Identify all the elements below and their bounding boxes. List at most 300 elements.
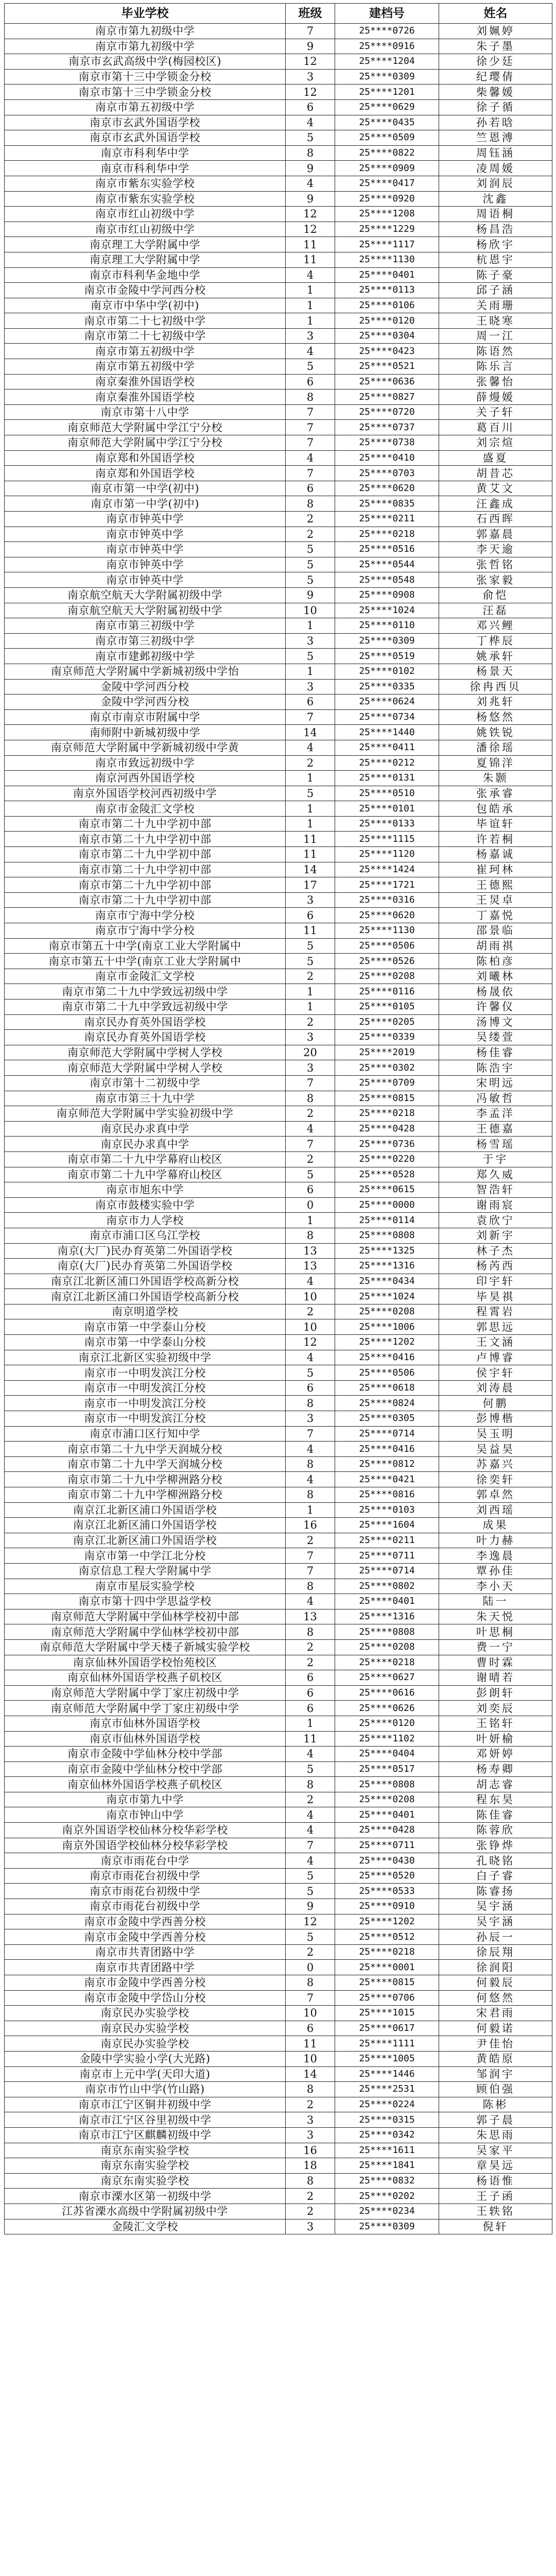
school-cell: 南京市一中明发滨江分校	[5, 1380, 286, 1396]
school-cell: 南京市力人学校	[5, 1213, 286, 1228]
name-cell: 叶力赫	[439, 1533, 552, 1548]
table-row	[5, 298, 552, 313]
class-cell: 6	[286, 2021, 335, 2036]
table-row	[5, 1411, 552, 1427]
class-cell: 11	[286, 1731, 335, 1747]
class-cell: 7	[286, 420, 335, 435]
table-row	[5, 1289, 552, 1304]
table-row	[5, 1609, 552, 1624]
id-cell: 25****0909	[335, 161, 439, 176]
id-cell: 25****0824	[335, 1396, 439, 1411]
table-row	[5, 2112, 552, 2128]
school-cell: 南京市金陵汇文学校	[5, 801, 286, 817]
id-cell: 25****0309	[335, 2219, 439, 2234]
table-row	[5, 2006, 552, 2021]
id-cell: 25****0315	[335, 2112, 439, 2128]
class-cell: 13	[286, 1243, 335, 1259]
class-cell: 12	[286, 1335, 335, 1350]
school-cell: 南京航空航天大学附属初级中学	[5, 587, 286, 603]
table-row	[5, 786, 552, 801]
school-cell: 南京市第二十九中学幕府山校区	[5, 1151, 286, 1167]
class-cell: 17	[286, 877, 335, 893]
table-row	[5, 2204, 552, 2219]
id-cell: 25****0519	[335, 649, 439, 664]
table-row	[5, 1502, 552, 1518]
name-cell: 毕谊轩	[439, 816, 552, 832]
table-row	[5, 1396, 552, 1411]
id-cell: 25****0548	[335, 572, 439, 588]
name-cell: 张哲铭	[439, 557, 552, 572]
class-cell: 3	[286, 2112, 335, 2128]
id-cell: 25****0737	[335, 420, 439, 435]
table-row	[5, 969, 552, 984]
name-cell: 苏嘉兴	[439, 1456, 552, 1472]
name-cell: 丁桦辰	[439, 633, 552, 649]
school-cell: 南京民办求真中学	[5, 1121, 286, 1137]
name-cell: 崔珂林	[439, 862, 552, 877]
table-row	[5, 2021, 552, 2036]
id-cell: 25****0615	[335, 1182, 439, 1198]
school-cell: 南京市第一中学江北分校	[5, 1548, 286, 1564]
school-cell: 南京外国语学校仙林分校华彩学校	[5, 1838, 286, 1853]
class-cell: 0	[286, 1197, 335, 1213]
class-cell: 10	[286, 2051, 335, 2066]
class-cell: 10	[286, 1319, 335, 1335]
id-cell: 25****0618	[335, 1380, 439, 1396]
name-cell: 白子睿	[439, 1868, 552, 1884]
class-cell: 7	[286, 1137, 335, 1152]
id-cell: 25****0516	[335, 542, 439, 557]
table-row	[5, 1380, 552, 1396]
id-cell: 25****1015	[335, 2006, 439, 2021]
id-cell: 25****0218	[335, 527, 439, 542]
name-cell: 刘奕辰	[439, 1701, 552, 1716]
id-cell: 25****1841	[335, 2158, 439, 2174]
table-row	[5, 2051, 552, 2066]
school-cell: 南京市第十八中学	[5, 404, 286, 420]
name-cell: 成果	[439, 1518, 552, 1533]
table-row	[5, 207, 552, 222]
class-cell: 4	[286, 1274, 335, 1289]
id-cell: 25****0416	[335, 1350, 439, 1365]
id-cell: 25****1115	[335, 832, 439, 847]
table-row	[5, 328, 552, 344]
school-cell: 南京市第三十九中学	[5, 1091, 286, 1106]
name-cell: 刘西瑶	[439, 1502, 552, 1518]
name-cell: 程霄岩	[439, 1304, 552, 1319]
id-cell: 25****1721	[335, 877, 439, 893]
name-cell: 王晓寒	[439, 313, 552, 329]
id-cell: 25****0816	[335, 1487, 439, 1503]
class-cell: 14	[286, 725, 335, 740]
id-cell: 25****0815	[335, 1975, 439, 1991]
school-cell: 金陵中学实验小学(大光路)	[5, 2051, 286, 2066]
class-cell: 12	[286, 54, 335, 70]
school-cell: 南京理工大学附属中学	[5, 237, 286, 252]
class-cell: 7	[286, 1563, 335, 1579]
id-cell: 25****0509	[335, 130, 439, 146]
school-cell: 南京市星辰实验学校	[5, 1579, 286, 1594]
table-row	[5, 1731, 552, 1747]
table-row	[5, 1838, 552, 1853]
school-cell: 南京师范大学附属中学天楼子新城实验学校	[5, 1639, 286, 1655]
table-row	[5, 862, 552, 877]
name-cell: 李小天	[439, 1579, 552, 1594]
table-row	[5, 161, 552, 176]
class-cell: 1	[286, 771, 335, 786]
school-cell: 南京市浦口区行知中学	[5, 1426, 286, 1442]
table-row	[5, 1579, 552, 1594]
class-cell: 2	[286, 1533, 335, 1548]
id-cell: 25****0815	[335, 1091, 439, 1106]
id-cell: 25****0512	[335, 1929, 439, 1945]
table-row	[5, 679, 552, 694]
table-row	[5, 1091, 552, 1106]
table-row	[5, 664, 552, 679]
class-cell: 8	[286, 389, 335, 405]
class-cell: 9	[286, 1899, 335, 1914]
id-cell: 25****0802	[335, 1579, 439, 1594]
id-cell: 25****0410	[335, 450, 439, 466]
class-cell: 8	[286, 1777, 335, 1792]
class-cell: 8	[286, 1624, 335, 1640]
class-cell: 12	[286, 222, 335, 237]
table-row	[5, 313, 552, 329]
school-cell: 南京师范大学附属中学仙林学校初中部	[5, 1609, 286, 1624]
class-cell: 4	[286, 740, 335, 755]
school-cell: 南京市第十三中学锁金分校	[5, 69, 286, 84]
table-row	[5, 1365, 552, 1381]
table-row	[5, 389, 552, 405]
table-row	[5, 1045, 552, 1060]
name-cell: 李孟洋	[439, 1106, 552, 1122]
name-cell: 陆一	[439, 1594, 552, 1609]
school-cell: 南京东南实验学校	[5, 2158, 286, 2174]
id-cell: 25****0822	[335, 145, 439, 161]
table-row	[5, 649, 552, 664]
name-cell: 杨欣宇	[439, 237, 552, 252]
class-cell: 2	[286, 1014, 335, 1030]
name-cell: 杨寿卿	[439, 1761, 552, 1777]
table-row	[5, 1899, 552, 1914]
class-cell: 11	[286, 923, 335, 939]
class-cell: 7	[286, 1548, 335, 1564]
table-row	[5, 24, 552, 39]
name-cell: 曹时霖	[439, 1655, 552, 1670]
class-cell: 5	[286, 954, 335, 969]
class-cell: 2	[286, 2204, 335, 2219]
class-cell: 5	[286, 359, 335, 375]
class-cell: 3	[286, 1411, 335, 1427]
school-cell: 南京市第二十九中学初中部	[5, 892, 286, 908]
table-row	[5, 69, 552, 84]
id-cell: 25****0626	[335, 1701, 439, 1716]
table-row	[5, 374, 552, 389]
school-cell: 南京外国语学校河西初级中学	[5, 786, 286, 801]
name-cell: 陈彬	[439, 2097, 552, 2112]
class-cell: 11	[286, 237, 335, 252]
class-cell: 3	[286, 2219, 335, 2234]
class-cell: 1	[286, 816, 335, 832]
school-cell: 南京市溧水区第一初级中学	[5, 2189, 286, 2204]
class-cell: 3	[286, 633, 335, 649]
school-cell: 南京市第二十九中学初中部	[5, 862, 286, 877]
table-row	[5, 1442, 552, 1457]
name-cell: 汪鑫成	[439, 496, 552, 512]
name-cell: 程东昊	[439, 1792, 552, 1807]
name-cell: 吴益昊	[439, 1442, 552, 1457]
id-cell: 25****1024	[335, 603, 439, 618]
id-cell: 25****0205	[335, 1014, 439, 1030]
name-cell: 许馨仪	[439, 999, 552, 1015]
table-row	[5, 877, 552, 893]
class-cell: 13	[286, 1609, 335, 1624]
school-cell: 南京师范大学附属中学丁家庄初级中学	[5, 1685, 286, 1701]
school-cell: 南京师范大学附属中学树人学校	[5, 1045, 286, 1060]
name-cell: 关雨珊	[439, 298, 552, 313]
id-cell: 25****0636	[335, 374, 439, 389]
table-row	[5, 267, 552, 283]
id-cell: 25****0202	[335, 2189, 439, 2204]
class-cell: 1	[286, 984, 335, 999]
name-cell: 张铮烨	[439, 1838, 552, 1853]
table-row	[5, 1075, 552, 1091]
id-cell: 25****0131	[335, 771, 439, 786]
name-cell: 杨昌浩	[439, 222, 552, 237]
class-cell: 6	[286, 694, 335, 710]
name-cell: 刘姵婷	[439, 24, 552, 39]
id-cell: 25****0309	[335, 633, 439, 649]
table-row	[5, 999, 552, 1015]
id-cell: 25****1325	[335, 1243, 439, 1259]
school-cell: 南京市第九初级中学	[5, 39, 286, 54]
school-cell: 南京市第二十九中学初中部	[5, 832, 286, 847]
table-row	[5, 694, 552, 710]
table-row	[5, 618, 552, 634]
class-cell: 1	[286, 999, 335, 1015]
name-cell: 王炅卓	[439, 892, 552, 908]
class-cell: 7	[286, 466, 335, 481]
class-cell: 2	[286, 2097, 335, 2112]
name-cell: 王德熙	[439, 877, 552, 893]
table-row	[5, 1761, 552, 1777]
table-row	[5, 1274, 552, 1289]
school-cell: 南京市红山初级中学	[5, 207, 286, 222]
school-cell: 南京市第二十九中学初中部	[5, 877, 286, 893]
school-cell: 南京市第二十九中学柳洲路分校	[5, 1487, 286, 1503]
school-cell: 南京仙林外国语学校燕子矶校区	[5, 1777, 286, 1792]
school-cell: 南京民办育英外国语学校	[5, 1014, 286, 1030]
name-cell: 黄皓原	[439, 2051, 552, 2066]
table-row	[5, 2219, 552, 2234]
table-row	[5, 832, 552, 847]
school-cell: 南京市一中明发滨江分校	[5, 1365, 286, 1381]
table-row	[5, 1884, 552, 1899]
name-cell: 胡昔芯	[439, 466, 552, 481]
class-cell: 2	[286, 1944, 335, 1960]
table-row	[5, 283, 552, 298]
class-cell: 3	[286, 1030, 335, 1045]
class-cell: 2	[286, 527, 335, 542]
id-cell: 25****0113	[335, 283, 439, 298]
name-cell: 徐辰翔	[439, 1944, 552, 1960]
class-cell: 4	[286, 1121, 335, 1137]
school-cell: 南京市鼓楼实验中学	[5, 1197, 286, 1213]
class-cell: 6	[286, 1182, 335, 1198]
table-row	[5, 2097, 552, 2112]
name-cell: 吴玉明	[439, 1426, 552, 1442]
id-cell: 25****0401	[335, 1594, 439, 1609]
class-cell: 8	[286, 496, 335, 512]
name-cell: 张家毅	[439, 572, 552, 588]
table-row	[5, 1685, 552, 1701]
table-row	[5, 1716, 552, 1731]
id-cell: 25****1204	[335, 54, 439, 70]
id-cell: 25****1604	[335, 1518, 439, 1533]
table-row	[5, 847, 552, 862]
id-cell: 25****0417	[335, 176, 439, 191]
school-cell: 南京市竹山中学(竹山路)	[5, 2082, 286, 2097]
table-row	[5, 984, 552, 999]
table-row	[5, 1960, 552, 1975]
id-cell: 25****0808	[335, 1777, 439, 1792]
school-cell: 南京师范大学附属中学新城初级中学怡	[5, 664, 286, 679]
table-row	[5, 84, 552, 100]
name-cell: 王德嘉	[439, 1121, 552, 1137]
class-cell: 6	[286, 1701, 335, 1716]
class-cell: 5	[286, 1868, 335, 1884]
id-cell: 25****1006	[335, 1319, 439, 1335]
class-cell: 1	[286, 1213, 335, 1228]
school-cell: 南京市钟英中学	[5, 512, 286, 527]
class-cell: 4	[286, 1350, 335, 1365]
table-row	[5, 404, 552, 420]
class-cell: 2	[286, 969, 335, 984]
school-cell: 南京市雨花台初级中学	[5, 1884, 286, 1899]
table-row	[5, 1914, 552, 1929]
class-cell: 8	[286, 1456, 335, 1472]
table-row	[5, 1030, 552, 1045]
name-cell: 徐冉西贝	[439, 679, 552, 694]
school-cell: 南京信息工程大学附属中学	[5, 1563, 286, 1579]
table-row	[5, 1426, 552, 1442]
name-cell: 于宇	[439, 1151, 552, 1167]
name-cell: 林子杰	[439, 1243, 552, 1259]
id-cell: 25****0734	[335, 709, 439, 725]
table-row	[5, 816, 552, 832]
id-cell: 25****0428	[335, 1823, 439, 1838]
table-row	[5, 1975, 552, 1991]
name-cell: 潘徐瑶	[439, 740, 552, 755]
school-cell: 南京理工大学附属中学	[5, 252, 286, 267]
name-cell: 朱思雨	[439, 2127, 552, 2143]
name-cell: 徐奕轩	[439, 1472, 552, 1487]
id-cell: 25****1316	[335, 1259, 439, 1274]
class-cell: 7	[286, 1075, 335, 1091]
table-row	[5, 1304, 552, 1319]
school-cell: 南京市钟山中学	[5, 1807, 286, 1823]
id-cell: 25****0001	[335, 1960, 439, 1975]
id-cell: 25****0428	[335, 1121, 439, 1137]
school-cell: 南京市第三初级中学	[5, 633, 286, 649]
table-row	[5, 1487, 552, 1503]
name-cell: 姚承轩	[439, 649, 552, 664]
name-cell: 关子轩	[439, 404, 552, 420]
class-cell: 14	[286, 862, 335, 877]
name-cell: 邹润宇	[439, 2066, 552, 2082]
table-row	[5, 99, 552, 115]
table-row	[5, 1259, 552, 1274]
id-cell: 25****1120	[335, 847, 439, 862]
id-cell: 25****0726	[335, 24, 439, 39]
id-cell: 25****0827	[335, 389, 439, 405]
id-cell: 25****2019	[335, 1045, 439, 1060]
name-cell: 章昊远	[439, 2158, 552, 2174]
school-cell: 金陵中学河西分校	[5, 679, 286, 694]
table-row	[5, 496, 552, 512]
school-cell: 南京民办实验学校	[5, 2021, 286, 2036]
school-cell: 南京市一中明发滨江分校	[5, 1396, 286, 1411]
id-cell: 25****2531	[335, 2082, 439, 2097]
id-cell: 25****0000	[335, 1197, 439, 1213]
school-cell: 南京市红山初级中学	[5, 222, 286, 237]
name-cell: 杨景天	[439, 664, 552, 679]
table-row	[5, 435, 552, 451]
school-cell: 南京江北新区浦口外国语学校	[5, 1502, 286, 1518]
id-cell: 25****1202	[335, 1335, 439, 1350]
school-cell: 南京市中华中学(初中)	[5, 298, 286, 313]
name-cell: 王轶铭	[439, 2204, 552, 2219]
id-cell: 25****1111	[335, 2036, 439, 2052]
school-cell: 南京(大厂)民办育英第二外国语学校	[5, 1259, 286, 1274]
school-cell: 南京江北新区浦口外国语学校高新分校	[5, 1289, 286, 1304]
name-cell: 陈浩宇	[439, 1060, 552, 1076]
school-cell: 南京市钟英中学	[5, 572, 286, 588]
header-id: 建档号	[335, 4, 439, 24]
name-cell: 李逸晨	[439, 1548, 552, 1564]
id-cell: 25****0208	[335, 1792, 439, 1807]
id-cell: 25****0714	[335, 1426, 439, 1442]
name-cell: 陈乐言	[439, 359, 552, 375]
class-cell: 7	[286, 1990, 335, 2006]
name-cell: 凌周媛	[439, 161, 552, 176]
name-cell: 包皓承	[439, 801, 552, 817]
name-cell: 纪璎倩	[439, 69, 552, 84]
class-cell: 4	[286, 1807, 335, 1823]
name-cell: 叶思桐	[439, 1624, 552, 1640]
name-cell: 朱子墨	[439, 39, 552, 54]
class-cell: 2	[286, 1151, 335, 1167]
table-row	[5, 2082, 552, 2097]
id-cell: 25****0106	[335, 298, 439, 313]
id-cell: 25****0832	[335, 2173, 439, 2189]
table-row	[5, 1518, 552, 1533]
table-row	[5, 1014, 552, 1030]
class-cell: 20	[286, 1045, 335, 1060]
id-cell: 25****0102	[335, 664, 439, 679]
table-row	[5, 1639, 552, 1655]
admission-table	[4, 3, 552, 2234]
name-cell: 沈鑫	[439, 191, 552, 207]
class-cell: 8	[286, 145, 335, 161]
school-cell: 南京市共青团路中学	[5, 1944, 286, 1960]
class-cell: 6	[286, 374, 335, 389]
table-row	[5, 145, 552, 161]
class-cell: 8	[286, 1975, 335, 1991]
name-cell: 顾伯强	[439, 2082, 552, 2097]
table-row	[5, 1624, 552, 1640]
school-cell: 金陵汇文学校	[5, 2219, 286, 2234]
